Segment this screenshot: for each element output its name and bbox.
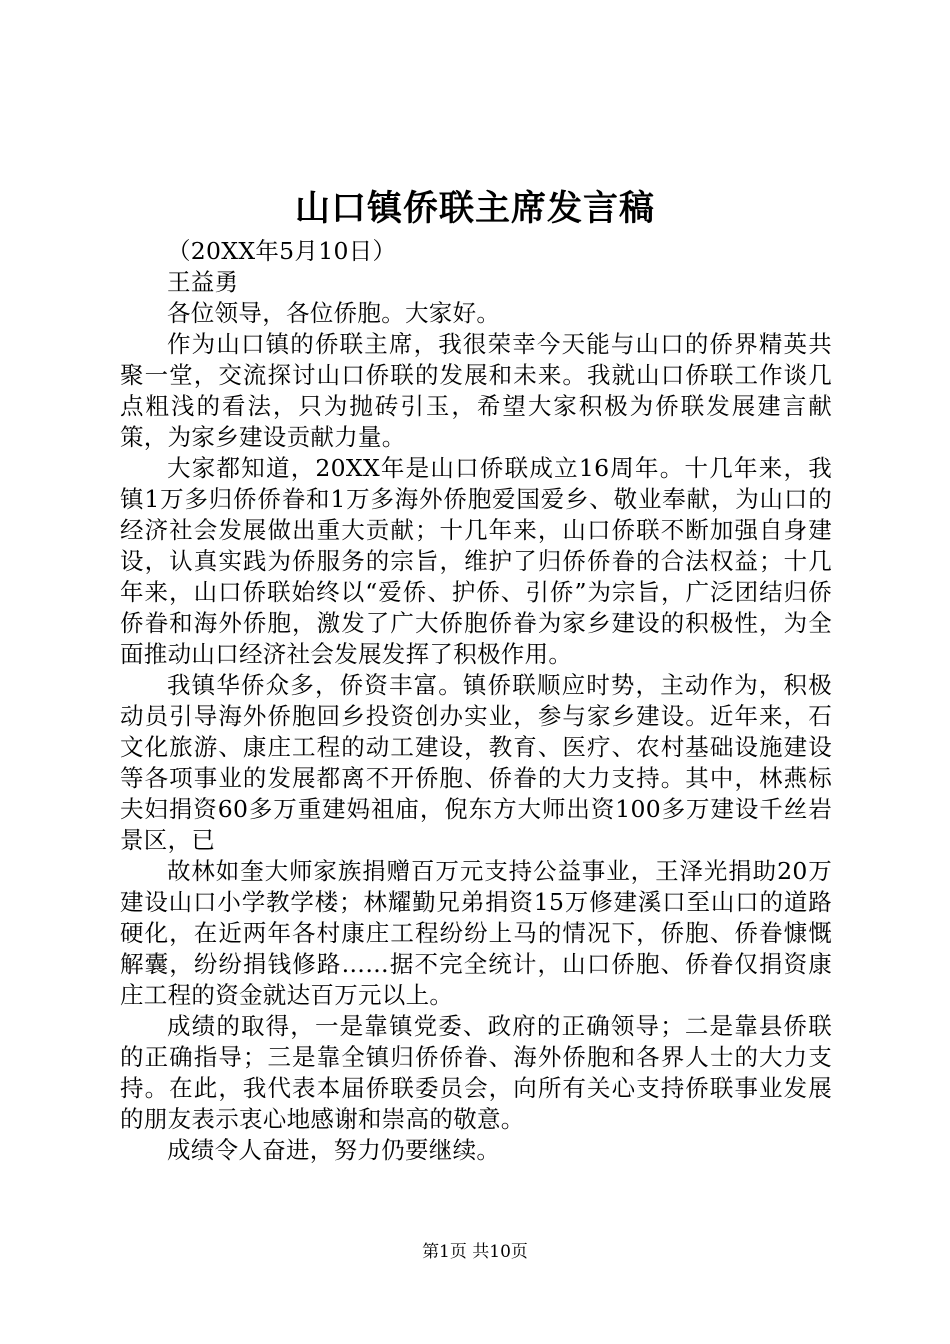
- paragraph: 故林如奎大师家族捐赠百万元支持公益事业，王泽光捐助20万建设山口小学教学楼；林耀勤兄弟捐资15万修建溪口至山口的道路硬化，在近两年各村康庄工程纷纷上马的情况下，侨胞、侨眷慷慨解囊，纷纷捐钱修路……据不完全统计，山口侨胞、侨眷仅捐资康庄工程的资金就达百万元以上。: [120, 857, 832, 1009]
- document-title: 山口镇侨联主席发言稿: [294, 188, 655, 229]
- paragraph: 成绩的取得，一是靠镇党委、政府的正确领导；二是靠县侨联的正确指导；三是靠全镇归侨侨眷、海外侨胞和各界人士的大力支持。在此，我代表本届侨联委员会，向所有关心支持侨联事业发展的朋友表示衷心地感谢和崇高的敬意。: [120, 1012, 832, 1133]
- page-number-footer: 第1页 共10页: [422, 1242, 528, 1262]
- date-line: （20XX年5月10日）: [167, 237, 397, 265]
- paragraph: 各位领导，各位侨胞。大家好。: [167, 299, 501, 327]
- paragraph: 成绩令人奋进，努力仍要继续。: [167, 1136, 501, 1164]
- paragraph: 大家都知道，20XX年是山口侨联成立16周年。十几年来，我镇1万多归侨侨眷和1万多海外侨胞爱国爱乡、敬业奉献，为山口的经济社会发展做出重大贡献；十几年来，山口侨联不断加强自身建设，认真实践为侨服务的宗旨，维护了归侨侨眷的合法权益；十几年来，山口侨联始终以“爱侨、护侨、引侨”为宗旨，广泛团结归侨侨眷和海外侨胞，激发了广大侨胞侨眷为家乡建设的积极性，为全面推动山口经济社会发展发挥了积极作用。: [120, 454, 832, 668]
- document-body: [120, 236, 832, 1166]
- author-name: 王益勇: [167, 268, 239, 296]
- paragraph: 我镇华侨众多，侨资丰富。镇侨联顺应时势，主动作为，积极动员引导海外侨胞回乡投资创办实业，参与家乡建设。近年来，石文化旅游、康庄工程的动工建设，教育、医疗、农村基础设施建设等各项事业的发展都离不开侨胞、侨眷的大力支持。其中，林燕标夫妇捐资60多万重建妈祖庙，倪东方大师出资100多万建设千丝岩景区，已: [120, 671, 832, 854]
- paragraph: 作为山口镇的侨联主席，我很荣幸今天能与山口的侨界精英共聚一堂，交流探讨山口侨联的发展和未来。我就山口侨联工作谈几点粗浅的看法，只为抛砖引玉，希望大家积极为侨联发展建言献策，为家乡建设贡献力量。: [120, 330, 832, 451]
